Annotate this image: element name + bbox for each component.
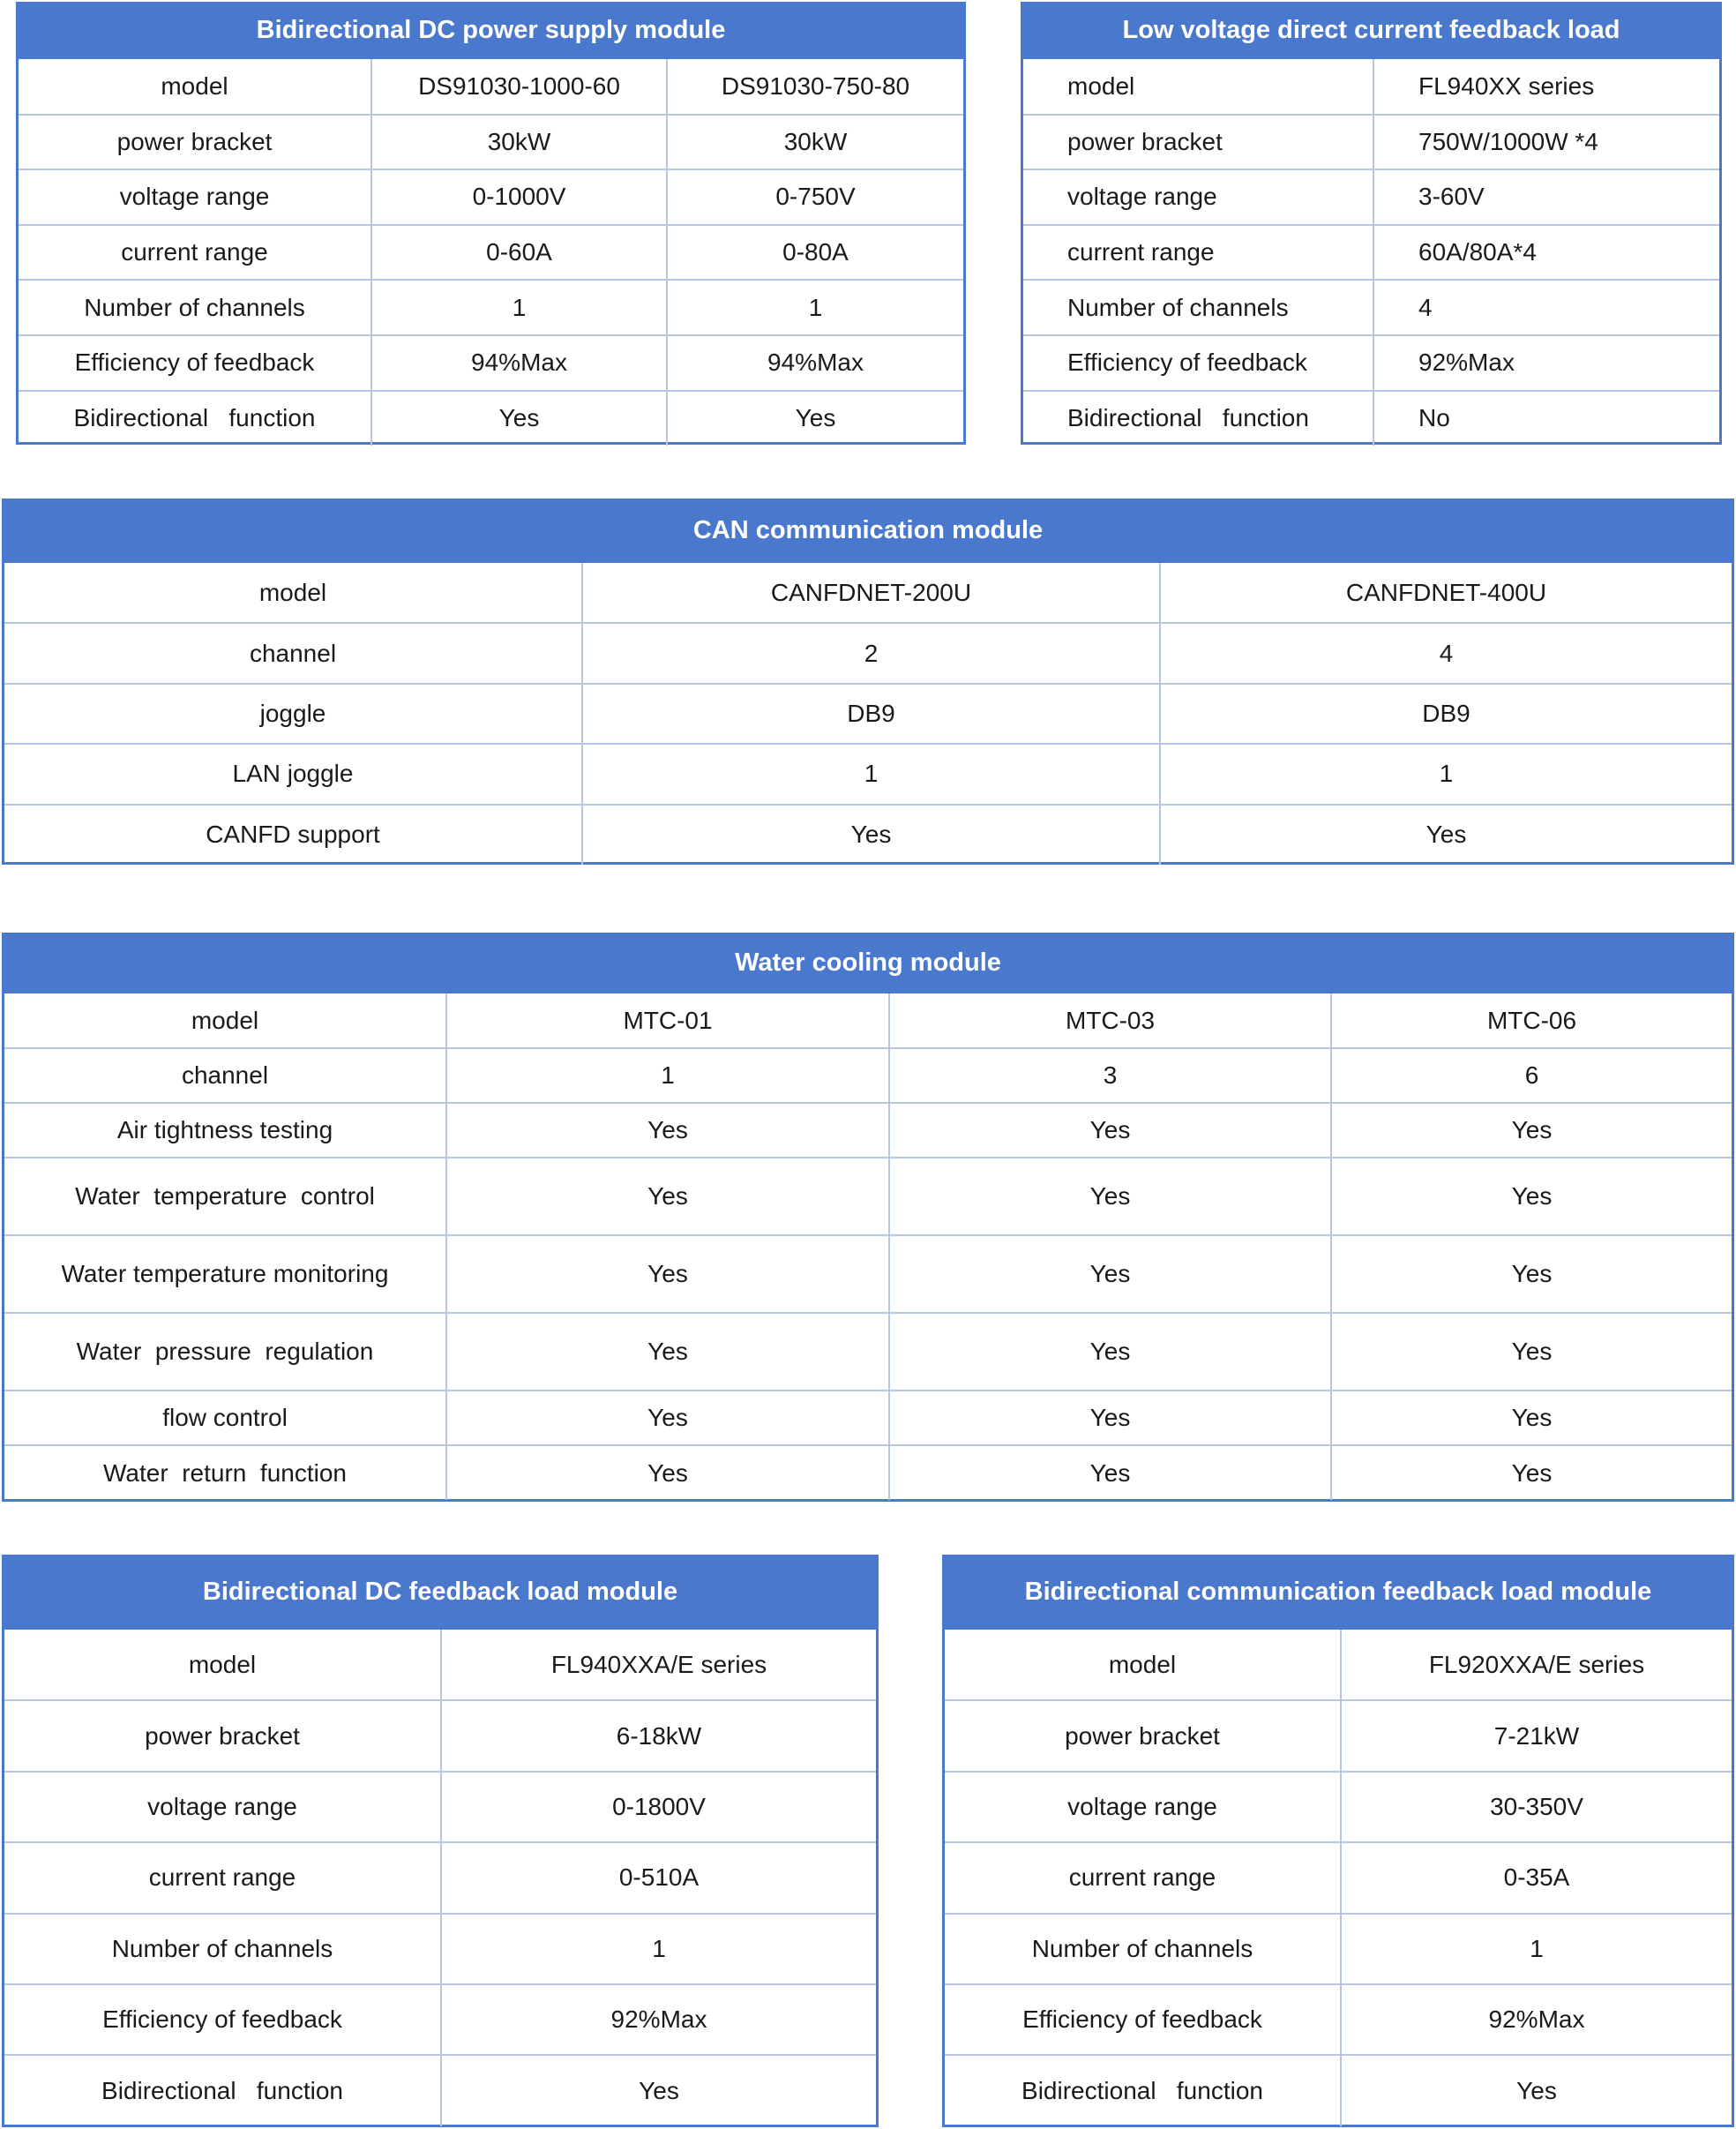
table-cell: 94%Max [371,335,667,391]
table-row [4,1984,876,2055]
table-cell: Yes [1331,1445,1732,1500]
row-label: model [945,1630,1341,1700]
table-cell: 0-35A [1341,1842,1732,1913]
table-row [19,59,963,115]
table-cell: DS91030-750-80 [667,59,963,115]
table-cell: Yes [889,1391,1331,1445]
table-cell: Yes [441,2055,876,2125]
table-title: Bidirectional communication feedback load module [945,1557,1732,1630]
table-cell: 0-1000V [371,169,667,225]
table-cell: Yes [1331,1235,1732,1313]
row-label: Efficiency of feedback [19,335,371,391]
table-cell: Yes [446,1313,889,1391]
row-label: model [19,59,371,115]
table-row [1023,335,1719,391]
table-cell: 94%Max [667,335,963,391]
table-cell: 30kW [667,115,963,170]
table-cell: Yes [582,805,1160,865]
row-label: channel [4,1048,446,1103]
table-row [4,1772,876,1842]
row-label: Water temperature control [4,1158,446,1235]
table-row [945,1914,1732,1984]
table-row [4,805,1732,865]
row-label: Efficiency of feedback [1023,335,1373,391]
table-cell: 0-60A [371,225,667,281]
table-row [945,1630,1732,1700]
table-row [1023,115,1719,170]
table-cell: Yes [1331,1158,1732,1235]
row-label: Bidirectional function [4,2055,441,2125]
table-cell: Yes [889,1313,1331,1391]
table-row [945,1700,1732,1771]
row-label: current range [1023,225,1373,281]
table-cell: 30kW [371,115,667,170]
table-cell: 1 [582,744,1160,804]
table-row [4,563,1732,623]
table-row [4,623,1732,683]
table-row [19,335,963,391]
table-title: Low voltage direct current feedback load [1023,4,1719,59]
table-cell: 4 [1160,623,1732,683]
table-cell: Yes [1331,1103,1732,1158]
table-cell: FL940XXA/E series [441,1630,876,1700]
table-cell: Yes [1341,2055,1732,2125]
table-row [1023,59,1719,115]
table-cell: Yes [446,1445,889,1500]
row-label: CANFD support [4,805,582,865]
row-label: Number of channels [1023,280,1373,335]
table-row [1023,169,1719,225]
row-label: Water pressure regulation [4,1313,446,1391]
row-label: Number of channels [4,1914,441,1984]
table-row [4,1842,876,1913]
table-cell: DB9 [582,684,1160,744]
row-label: current range [19,225,371,281]
table-cell: 92%Max [1341,1984,1732,2055]
table-row [4,1630,876,1700]
row-label: Efficiency of feedback [4,1984,441,2055]
table-row [4,1391,1732,1445]
table-row [945,2055,1732,2125]
table-row [4,1700,876,1771]
table-cell: 750W/1000W *4 [1373,115,1719,170]
row-label: joggle [4,684,582,744]
table-row [4,1235,1732,1313]
table-cell: Yes [1331,1313,1732,1391]
row-label: power bracket [4,1700,441,1771]
table-row [4,993,1732,1048]
row-label: voltage range [19,169,371,225]
table-cell: CANFDNET-400U [1160,563,1732,623]
row-label: current range [4,1842,441,1913]
table-cell: Yes [889,1445,1331,1500]
table-row [945,1842,1732,1913]
table-cell: Yes [371,391,667,446]
table-cell: 0-510A [441,1842,876,1913]
table-cell: 2 [582,623,1160,683]
row-label: channel [4,623,582,683]
table-title: CAN communication module [4,501,1732,563]
row-label: model [1023,59,1373,115]
row-label: Bidirectional function [1023,391,1373,446]
table-cell: DS91030-1000-60 [371,59,667,115]
table-cell: Yes [1160,805,1732,865]
table-cell: 0-750V [667,169,963,225]
table-row [19,169,963,225]
table-cell: 1 [1160,744,1732,804]
table-row [1023,225,1719,281]
row-label: Bidirectional function [19,391,371,446]
table-cell: MTC-03 [889,993,1331,1048]
row-label: voltage range [945,1772,1341,1842]
table-cell: Yes [446,1158,889,1235]
row-label: power bracket [1023,115,1373,170]
table-row [4,1048,1732,1103]
table-cell: Yes [446,1391,889,1445]
row-label: Water temperature monitoring [4,1235,446,1313]
row-label: Water return function [4,1445,446,1500]
water-cooling-table [2,933,1734,1502]
row-label: model [4,563,582,623]
table-title: Bidirectional DC power supply module [19,4,963,59]
row-label: model [4,1630,441,1700]
table-row [19,391,963,446]
table-row [19,280,963,335]
table-row [19,115,963,170]
table-row [945,1984,1732,2055]
table-cell: 6-18kW [441,1700,876,1771]
row-label: voltage range [1023,169,1373,225]
table-cell: 6 [1331,1048,1732,1103]
row-label: current range [945,1842,1341,1913]
row-label: Bidirectional function [945,2055,1341,2125]
row-label: voltage range [4,1772,441,1842]
table-row [945,1772,1732,1842]
table-row [19,225,963,281]
table-cell: 30-350V [1341,1772,1732,1842]
table-cell: MTC-01 [446,993,889,1048]
dc-feedback-load-table [2,1555,879,2127]
table-row [4,1313,1732,1391]
table-cell: Yes [446,1235,889,1313]
table-row [4,1445,1732,1500]
table-cell: 3 [889,1048,1331,1103]
table-title: Water cooling module [4,935,1732,993]
row-label: LAN joggle [4,744,582,804]
table-cell: 1 [667,280,963,335]
table-cell: FL920XXA/E series [1341,1630,1732,1700]
table-cell: Yes [667,391,963,446]
dc-power-supply-table [16,2,966,445]
table-row [1023,280,1719,335]
table-cell: Yes [889,1158,1331,1235]
table-row [4,2055,876,2125]
table-cell: 3-60V [1373,169,1719,225]
row-label: power bracket [19,115,371,170]
row-label: power bracket [945,1700,1341,1771]
table-cell: No [1373,391,1719,446]
table-cell: 7-21kW [1341,1700,1732,1771]
table-cell: Yes [889,1103,1331,1158]
table-row [4,684,1732,744]
table-cell: 1 [1341,1914,1732,1984]
row-label: Number of channels [19,280,371,335]
table-cell: MTC-06 [1331,993,1732,1048]
table-cell: Yes [1331,1391,1732,1445]
table-cell: 60A/80A*4 [1373,225,1719,281]
table-row [4,1914,876,1984]
row-label: flow control [4,1391,446,1445]
table-row [1023,391,1719,446]
comm-feedback-load-table [942,1555,1734,2127]
table-row [4,1103,1732,1158]
table-cell: 4 [1373,280,1719,335]
row-label: Number of channels [945,1914,1341,1984]
row-label: Efficiency of feedback [945,1984,1341,2055]
table-cell: 92%Max [1373,335,1719,391]
table-cell: DB9 [1160,684,1732,744]
table-row [4,744,1732,804]
table-cell: Yes [446,1103,889,1158]
row-label: Air tightness testing [4,1103,446,1158]
row-label: model [4,993,446,1048]
table-row [4,1158,1732,1235]
can-module-table [2,499,1734,865]
low-voltage-load-table [1021,2,1722,445]
table-cell: 0-80A [667,225,963,281]
table-cell: 1 [446,1048,889,1103]
table-cell: Yes [889,1235,1331,1313]
table-cell: FL940XX series [1373,59,1719,115]
table-cell: 1 [441,1914,876,1984]
table-cell: 0-1800V [441,1772,876,1842]
table-title: Bidirectional DC feedback load module [4,1557,876,1630]
table-cell: 92%Max [441,1984,876,2055]
table-cell: 1 [371,280,667,335]
table-cell: CANFDNET-200U [582,563,1160,623]
